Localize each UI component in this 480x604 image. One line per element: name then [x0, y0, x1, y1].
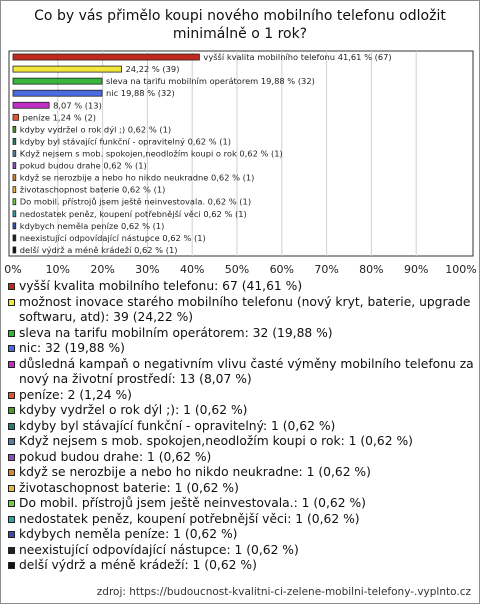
legend-swatch [8, 500, 15, 507]
legend-label: delší výdrž a méně krádeží: 1 (0,62 %) [19, 558, 257, 572]
legend-item [8, 388, 474, 404]
x-tick-label: 30% [135, 263, 160, 276]
legend-item [8, 481, 474, 497]
bar-plot [1, 1, 479, 276]
x-tick-label: 10% [45, 263, 71, 276]
legend-swatch [8, 361, 15, 368]
legend-label: nic: 32 (19,88 %) [19, 341, 125, 355]
legend-label: kdybych neměla peníze: 1 (0,62 %) [19, 527, 238, 541]
bar-label: kdybych neměla peníze 0,62 % (1) [19, 220, 165, 231]
legend-item [8, 357, 474, 388]
bar-label: nedostatek peněz, koupení potřebnější věci 0,62 % (1) [19, 208, 247, 219]
bar-label: neexistující odpovídající nástupce 0,62 % (1) [19, 232, 206, 243]
legend-item [8, 450, 474, 466]
legend-swatch [8, 531, 15, 538]
legend-swatch [8, 454, 15, 461]
legend-label: důsledná kampaň o negativním vlivu časté výměny mobilního telefonu za nový na životní prostředí: 13 (8,07 %) [19, 356, 474, 386]
source-note: zdroj: https://budoucnost-kvalitni-ci-zelene-mobilni-telefony-.vyplnto.cz [96, 586, 471, 598]
legend-swatch [8, 562, 15, 569]
bar [13, 78, 102, 84]
chart-title: Co by vás přimělo koupi nového mobilního telefonu odložit minimálně o 1 rok? [34, 8, 446, 42]
bar [13, 163, 16, 169]
bar [13, 199, 16, 205]
legend-label: Když nejsem s mob. spokojen,neodložím koupi o rok: 1 (0,62 %) [19, 434, 413, 448]
bar [13, 102, 49, 108]
legend-label: sleva na tarifu mobilním operátorem: 32 (19,88 %) [19, 325, 333, 340]
legend-item [8, 341, 474, 357]
x-tick-label: 0% [4, 263, 22, 276]
bar [13, 223, 16, 229]
bar [13, 54, 199, 60]
x-tick-label: 70% [314, 263, 339, 276]
legend-swatch [8, 516, 15, 523]
legend-item [8, 496, 474, 512]
legend-item [8, 403, 474, 419]
bar-label: peníze 1,24 % (2) [22, 112, 96, 123]
legend-swatch [8, 469, 15, 476]
bar [13, 66, 122, 72]
legend-swatch [8, 423, 15, 430]
bar-label: 24,22 % (39) [125, 64, 180, 75]
bar [13, 211, 16, 217]
legend-item [8, 543, 474, 559]
legend-swatch [8, 392, 15, 399]
legend-label: životaschopnost baterie: 1 (0,62 %) [19, 480, 239, 495]
legend-swatch [8, 438, 15, 445]
bar-label: kdyby byl stávající funkční - opravitelný 0,62 % (1) [19, 136, 232, 147]
legend-item [8, 326, 474, 342]
legend-item [8, 279, 474, 295]
x-tick-label: 100% [445, 263, 477, 276]
x-tick-label: 80% [359, 263, 384, 276]
bar-label: když se nerozbije a nebo ho nikdo neukradne 0,62 % (1) [19, 172, 255, 183]
bar-label: pokud budou drahe 0,62 % (1) [19, 160, 147, 171]
legend-item [8, 512, 474, 528]
legend-item [8, 465, 474, 481]
bar-label: Do mobil. přístrojů jsem ještě neinvestovala. 0,62 % (1) [19, 196, 252, 207]
bar [13, 235, 16, 241]
bar-label: sleva na tarifu mobilním operátorem 19,88 % (32) [106, 76, 315, 87]
legend-item [8, 558, 474, 574]
legend-label: Do mobil. přístrojů jsem ještě neinvestovala.: 1 (0,62 %) [19, 496, 366, 510]
bar-label: kdyby vydržel o rok dýl ;) 0,62 % (1) [19, 124, 172, 135]
legend-label: peníze: 2 (1,24 %) [19, 387, 132, 402]
x-tick-label: 60% [269, 263, 295, 276]
x-tick-label: 40% [179, 263, 205, 276]
legend [8, 279, 474, 574]
legend-swatch [8, 407, 15, 414]
x-tick-label: 20% [90, 263, 115, 276]
legend-item [8, 295, 474, 326]
legend-label: vyšší kvalita mobilního telefonu: 67 (41,61 %) [19, 279, 303, 293]
x-tick-label: 50% [224, 263, 250, 276]
bar [13, 138, 16, 144]
legend-item [8, 419, 474, 435]
bar [13, 114, 19, 120]
legend-swatch [8, 330, 15, 337]
legend-label: pokud budou drahe: 1 (0,62 %) [19, 449, 212, 464]
legend-label: kdyby byl stávající funkční - opravitelný: 1 (0,62 %) [19, 418, 336, 433]
bar-label: Když nejsem s mob. spokojen,neodložím koupi o rok 0,62 % (1) [19, 148, 283, 159]
bar [13, 187, 16, 193]
bar [13, 151, 16, 157]
legend-label: kdyby vydržel o rok dýl ;): 1 (0,62 %) [19, 403, 248, 417]
bar [13, 175, 16, 181]
bar-label: nic 19,88 % (32) [106, 88, 175, 99]
legend-swatch [8, 485, 15, 492]
bar [13, 90, 102, 96]
legend-swatch [8, 547, 15, 554]
legend-label: nedostatek peněz, koupení potřebnější věci: 1 (0,62 %) [19, 511, 360, 526]
bar-label: vyšší kvalita mobilního telefonu 41,61 % (67) [203, 52, 392, 63]
bar-label: životaschopnost baterie 0,62 % (1) [19, 184, 166, 195]
legend-swatch [8, 283, 15, 290]
legend-item [8, 434, 474, 450]
legend-label: neexistující odpovídající nástupce: 1 (0,62 %) [19, 542, 299, 557]
legend-label: možnost inovace starého mobilního telefonu (nový kryt, baterie, upgrade softwaru, atd): 39 (24,22 %) [19, 294, 471, 324]
legend-swatch [8, 345, 15, 352]
bar-label: 8,07 % (13) [53, 100, 102, 111]
legend-item [8, 527, 474, 543]
legend-label: když se nerozbije a nebo ho nikdo neukradne: 1 (0,62 %) [19, 465, 371, 479]
legend-swatch [8, 299, 15, 306]
bar-label: delší výdrž a méně krádeží 0,62 % (1) [19, 244, 178, 255]
bar [13, 126, 16, 132]
x-tick-label: 90% [403, 263, 429, 276]
bar [13, 247, 16, 253]
